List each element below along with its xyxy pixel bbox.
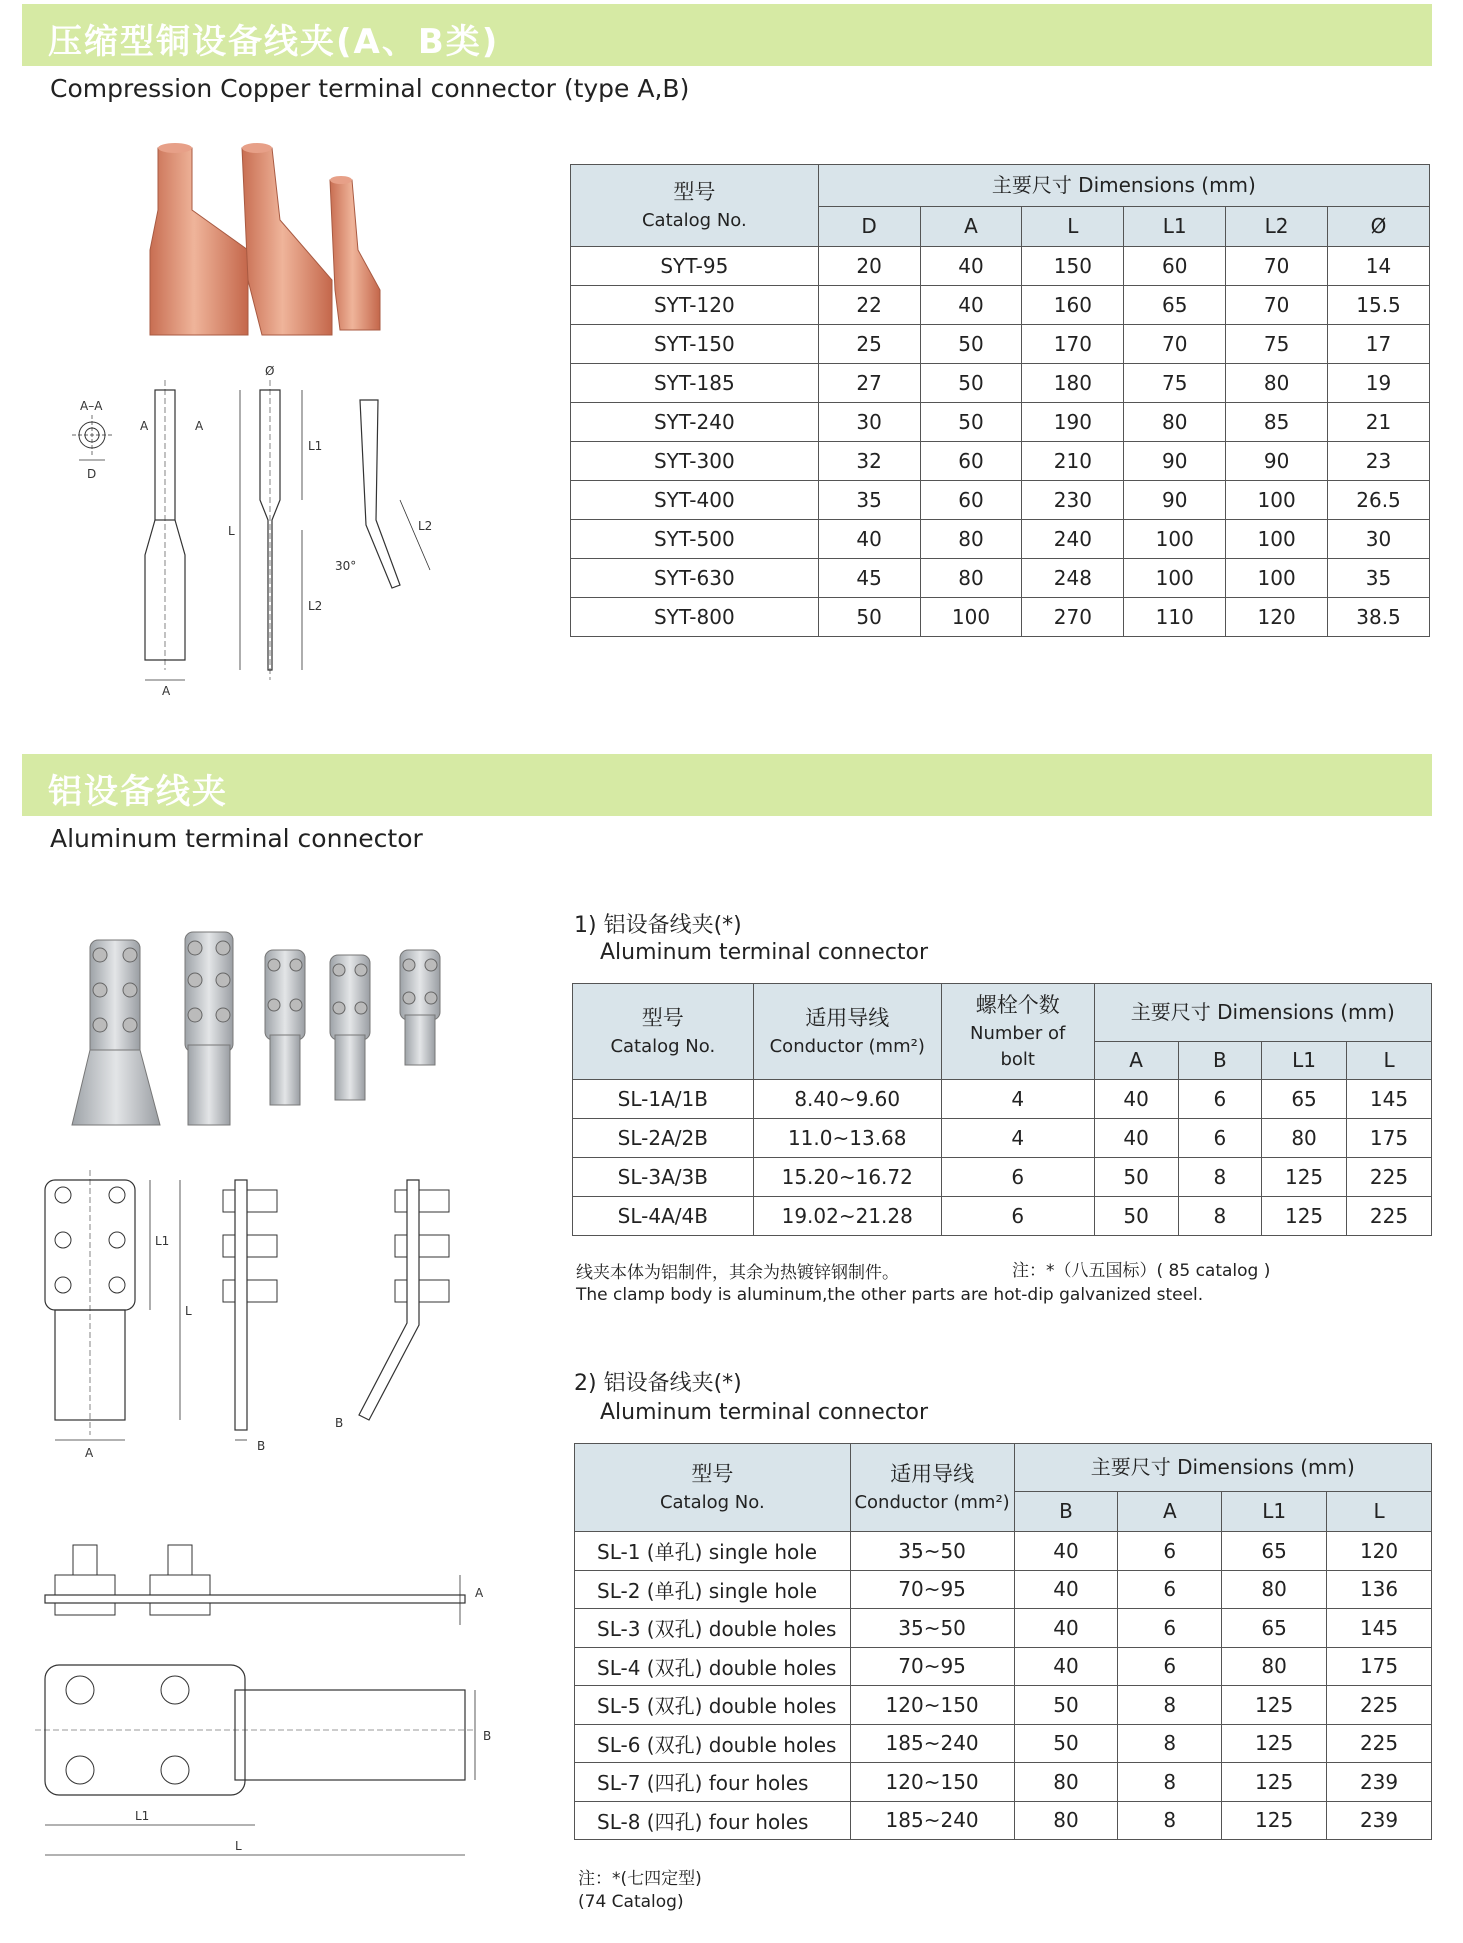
part2-heading-cn: 2) 铝设备线夹(*) [574,1371,742,1396]
table-cell: 50 [920,325,1022,364]
table-cell: 50 [1094,1158,1178,1197]
l2-bent-label: L2 [418,519,433,533]
table-cell: 35 [818,481,920,520]
table-row [571,598,1430,637]
table-cell: 210 [1022,442,1124,481]
aluminum-connector-drawing-2 [35,1535,495,1865]
table-cell: 50 [1014,1724,1118,1763]
column-header: Ø [1328,207,1430,247]
table-cell: 65 [1262,1080,1347,1119]
table-cell: 19.02~21.28 [753,1197,941,1236]
part2-heading-en: Aluminum terminal connector [600,1400,929,1425]
table-cell: 125 [1222,1686,1327,1725]
table-cell: 40 [920,247,1022,286]
t3-catalog-en: Catalog No. [659,1491,765,1513]
table-cell: 40 [1014,1647,1118,1686]
table-cell: 145 [1327,1609,1432,1648]
table-cell: 50 [1014,1686,1118,1725]
t3-dimensions-header: 主要尺寸 Dimensions (mm) [1014,1444,1431,1492]
table-cell: SL-2A/2B [573,1119,754,1158]
table-row [575,1609,1432,1648]
column-header: B [1178,1042,1261,1080]
table-cell: 125 [1222,1763,1327,1802]
t2-bolt-header [941,984,1094,1080]
a-label-bottom: A [162,684,171,698]
table-row [575,1724,1432,1763]
al-l-2-label: L [235,1839,242,1853]
t3-conductor-en: Conductor (mm²) [854,1491,1010,1513]
section1-title: 压缩型铜设备线夹(A、B类) [48,22,500,62]
part1-note-star: 注：*（八五国标）( 85 catalog ) [1012,1261,1271,1281]
table-cell: SYT-630 [571,559,819,598]
table-row [575,1570,1432,1609]
table-cell: SL-6 (双孔) double holes [575,1724,851,1763]
table-cell: 22 [818,286,920,325]
table-cell: 100 [1226,559,1328,598]
table-cell: 100 [1124,559,1226,598]
column-header: L [1347,1042,1432,1080]
table-cell: 80 [1014,1763,1118,1802]
table-cell: 6 [1178,1119,1261,1158]
table-cell: 15.5 [1328,286,1430,325]
copper-connector-drawing [70,360,490,700]
table-cell: 4 [941,1080,1094,1119]
table-cell: SYT-240 [571,403,819,442]
table-cell: 75 [1124,364,1226,403]
table-cell: 80 [1124,403,1226,442]
column-header: L1 [1124,207,1226,247]
t2-catalog-header [573,984,754,1080]
table-cell: 40 [818,520,920,559]
t3-catalog-cn: 型号 [691,1462,734,1487]
table-cell: 6 [1118,1570,1222,1609]
column-header: A [1118,1492,1222,1532]
t2-bolt-en1: Number of [970,1022,1066,1044]
table-cell: 85 [1226,403,1328,442]
table-cell: 8.40~9.60 [753,1080,941,1119]
table-cell: 30 [1328,520,1430,559]
column-header: D [818,207,920,247]
table-cell: 26.5 [1328,481,1430,520]
table-cell: 25 [818,325,920,364]
table-cell: 20 [818,247,920,286]
table-cell: 35~50 [850,1609,1014,1648]
table-cell: SL-1A/1B [573,1080,754,1119]
table-cell: 65 [1222,1532,1327,1571]
part1-heading-cn: 1) 铝设备线夹(*) [574,913,742,938]
catalog-header-en: Catalog No. [641,209,747,231]
al-a2-label: A [475,1586,484,1600]
table-cell: SL-4 (双孔) double holes [575,1647,851,1686]
table-row [571,286,1430,325]
table-cell: 125 [1222,1724,1327,1763]
part1-heading-en: Aluminum terminal connector [600,940,929,965]
aluminum-spec-table-2 [574,1443,1432,1840]
table-cell: 239 [1327,1763,1432,1802]
part1-note-cn: 线夹本体为铝制件，其余为热镀锌钢制件。 [576,1263,899,1283]
table-cell: SL-2 (单孔) single hole [575,1570,851,1609]
table-cell: 40 [1094,1080,1178,1119]
table-cell: 32 [818,442,920,481]
table-cell: SL-4A/4B [573,1197,754,1236]
table-cell: 185~240 [850,1801,1014,1840]
table-cell: 6 [1118,1647,1222,1686]
table-cell: 65 [1222,1609,1327,1648]
aluminum-table-2-body [575,1532,1432,1840]
table-cell: 6 [941,1197,1094,1236]
column-header: L2 [1226,207,1328,247]
table-cell: 70 [1226,286,1328,325]
table-cell: 125 [1222,1801,1327,1840]
table-cell: 35 [1328,559,1430,598]
table-cell: 38.5 [1328,598,1430,637]
t2-bolt-en2: bolt [1000,1048,1035,1070]
table-cell: 145 [1347,1080,1432,1119]
table-cell: 100 [1226,481,1328,520]
column-header: L [1327,1492,1432,1532]
section2-title-bar [22,754,1432,816]
table-cell: SL-5 (双孔) double holes [575,1686,851,1725]
al-l1-2-label: L1 [135,1809,150,1823]
dimensions-header: 主要尺寸 Dimensions (mm) [818,165,1429,207]
table-cell: 230 [1022,481,1124,520]
table-cell: 120~150 [850,1686,1014,1725]
table-row [575,1532,1432,1571]
column-header: L [1022,207,1124,247]
al-b-bent-label: B [335,1416,344,1430]
table-row [573,1158,1432,1197]
d-label: D [87,467,97,481]
table-row [573,1119,1432,1158]
table-cell: 60 [1124,247,1226,286]
table-cell: 6 [941,1158,1094,1197]
table-cell: 40 [1094,1119,1178,1158]
table-row [575,1801,1432,1840]
copper-table-body [571,247,1430,637]
t2-dimensions-header: 主要尺寸 Dimensions (mm) [1094,984,1431,1042]
table-cell: 150 [1022,247,1124,286]
table-row [571,364,1430,403]
l-label: L [228,524,235,538]
aluminum-connector-photo [60,920,480,1130]
table-cell: 35~50 [850,1532,1014,1571]
table-cell: SYT-150 [571,325,819,364]
table-cell: 270 [1022,598,1124,637]
aluminum-table-1-body [573,1080,1432,1236]
aluminum-spec-table-1 [572,983,1432,1236]
table-cell: 175 [1347,1119,1432,1158]
table-cell: 50 [818,598,920,637]
table-cell: 4 [941,1119,1094,1158]
table-cell: 70 [1226,247,1328,286]
t2-conductor-cn: 适用导线 [805,1006,890,1031]
table-cell: 90 [1226,442,1328,481]
table-cell: 240 [1022,520,1124,559]
table-cell: 40 [1014,1609,1118,1648]
table-row [573,1197,1432,1236]
table-row [575,1647,1432,1686]
table-cell: SYT-800 [571,598,819,637]
t3-conductor-cn: 适用导线 [890,1462,975,1487]
table-row [575,1686,1432,1725]
t2-conductor-en: Conductor (mm²) [769,1035,925,1057]
table-cell: 125 [1262,1158,1347,1197]
table-cell: 185~240 [850,1724,1014,1763]
t2-catalog-en: Catalog No. [610,1035,716,1057]
table-cell: 8 [1118,1686,1222,1725]
table-cell: 225 [1347,1158,1432,1197]
table-cell: 70~95 [850,1570,1014,1609]
table-cell: 8 [1178,1197,1261,1236]
section-aa-label: A–A [80,399,103,413]
column-header: L1 [1262,1042,1347,1080]
table-cell: 19 [1328,364,1430,403]
t2-bolt-cn: 螺栓个数 [975,993,1060,1018]
part2-note-line2: (74 Catalog) [578,1892,684,1912]
table-cell: SL-1 (单孔) single hole [575,1532,851,1571]
table-row [573,1080,1432,1119]
table-cell: 14 [1328,247,1430,286]
table-cell: SL-3 (双孔) double holes [575,1609,851,1648]
table-cell: 80 [1222,1570,1327,1609]
column-header: B [1014,1492,1118,1532]
part2-note-line1: 注：*(七四定型) [578,1869,702,1889]
table-row [571,481,1430,520]
al-l-label: L [185,1304,192,1318]
table-cell: 6 [1178,1080,1261,1119]
table-cell: 120 [1226,598,1328,637]
table-cell: 80 [920,520,1022,559]
table-cell: 80 [920,559,1022,598]
table-cell: 21 [1328,403,1430,442]
table-cell: 80 [1014,1801,1118,1840]
table-cell: 45 [818,559,920,598]
table-cell: 70 [1124,325,1226,364]
table-cell: 120 [1327,1532,1432,1571]
table-row [571,559,1430,598]
table-cell: 100 [920,598,1022,637]
a-label-right: A [195,419,204,433]
section2-subtitle: Aluminum terminal connector [50,824,423,853]
aluminum-connector-drawing-1 [35,1165,495,1465]
t2-catalog-cn: 型号 [641,1006,684,1031]
table-cell: 190 [1022,403,1124,442]
copper-connector-photo [140,140,420,340]
table-cell: 50 [1094,1197,1178,1236]
copper-spec-table [570,164,1430,637]
al-b-label: B [257,1439,266,1453]
table-cell: 6 [1118,1609,1222,1648]
column-header: A [1094,1042,1178,1080]
table-cell: 60 [920,442,1022,481]
l2-label: L2 [308,599,323,613]
section2-title: 铝设备线夹 [48,772,228,812]
table-cell: 80 [1262,1119,1347,1158]
t3-catalog-header [575,1444,851,1532]
table-cell: 136 [1327,1570,1432,1609]
table-cell: 80 [1226,364,1328,403]
table-cell: 8 [1118,1763,1222,1802]
table-row [571,520,1430,559]
column-header: L1 [1222,1492,1327,1532]
catalog-header-cn: 型号 [673,180,716,205]
al-b2-label: B [483,1729,492,1743]
table-cell: SYT-120 [571,286,819,325]
l1-label: L1 [308,439,323,453]
table-cell: 100 [1124,520,1226,559]
table-cell: 180 [1022,364,1124,403]
table-cell: 30 [818,403,920,442]
table-cell: SYT-500 [571,520,819,559]
table-cell: 17 [1328,325,1430,364]
table-cell: SYT-95 [571,247,819,286]
table-cell: SYT-400 [571,481,819,520]
table-cell: 225 [1347,1197,1432,1236]
table-row [571,403,1430,442]
section1-subtitle: Compression Copper terminal connector (type A,B) [50,74,690,103]
table-cell: 90 [1124,481,1226,520]
table-cell: 15.20~16.72 [753,1158,941,1197]
column-header: A [920,207,1022,247]
t3-conductor-header [850,1444,1014,1532]
table-row [571,247,1430,286]
table-cell: 8 [1118,1724,1222,1763]
table-cell: 100 [1226,520,1328,559]
table-cell: SYT-185 [571,364,819,403]
table-cell: 50 [920,403,1022,442]
table-cell: 8 [1118,1801,1222,1840]
table-cell: 110 [1124,598,1226,637]
table-cell: 239 [1327,1801,1432,1840]
table-cell: 23 [1328,442,1430,481]
table-row [571,325,1430,364]
table-row [575,1763,1432,1802]
table-cell: 40 [1014,1532,1118,1571]
table-cell: 27 [818,364,920,403]
table-cell: 70~95 [850,1647,1014,1686]
a-label-left: A [140,419,149,433]
table-cell: 11.0~13.68 [753,1119,941,1158]
table-cell: 40 [1014,1570,1118,1609]
table-cell: SYT-300 [571,442,819,481]
table-cell: 75 [1226,325,1328,364]
table-cell: 225 [1327,1686,1432,1725]
table-cell: SL-3A/3B [573,1158,754,1197]
table-cell: 60 [920,481,1022,520]
table-cell: 170 [1022,325,1124,364]
al-a-label: A [85,1446,94,1460]
table-cell: 50 [920,364,1022,403]
table-cell: 248 [1022,559,1124,598]
table-cell: 160 [1022,286,1124,325]
catalog-header [571,165,819,247]
table-cell: 90 [1124,442,1226,481]
table-cell: 125 [1262,1197,1347,1236]
table-cell: SL-7 (四孔) four holes [575,1763,851,1802]
table-cell: 225 [1327,1724,1432,1763]
table-row [571,442,1430,481]
table-cell: 80 [1222,1647,1327,1686]
table-cell: 40 [920,286,1022,325]
table-cell: 175 [1327,1647,1432,1686]
t2-conductor-header [753,984,941,1080]
part1-note-en: The clamp body is aluminum,the other parts are hot-dip galvanized steel. [576,1285,1204,1305]
al-l1-label: L1 [155,1234,170,1248]
table-cell: SL-8 (四孔) four holes [575,1801,851,1840]
table-cell: 65 [1124,286,1226,325]
phi-label: Ø [265,364,275,378]
table-cell: 8 [1178,1158,1261,1197]
angle-label: 30° [335,559,357,573]
table-cell: 6 [1118,1532,1222,1571]
table-cell: 120~150 [850,1763,1014,1802]
